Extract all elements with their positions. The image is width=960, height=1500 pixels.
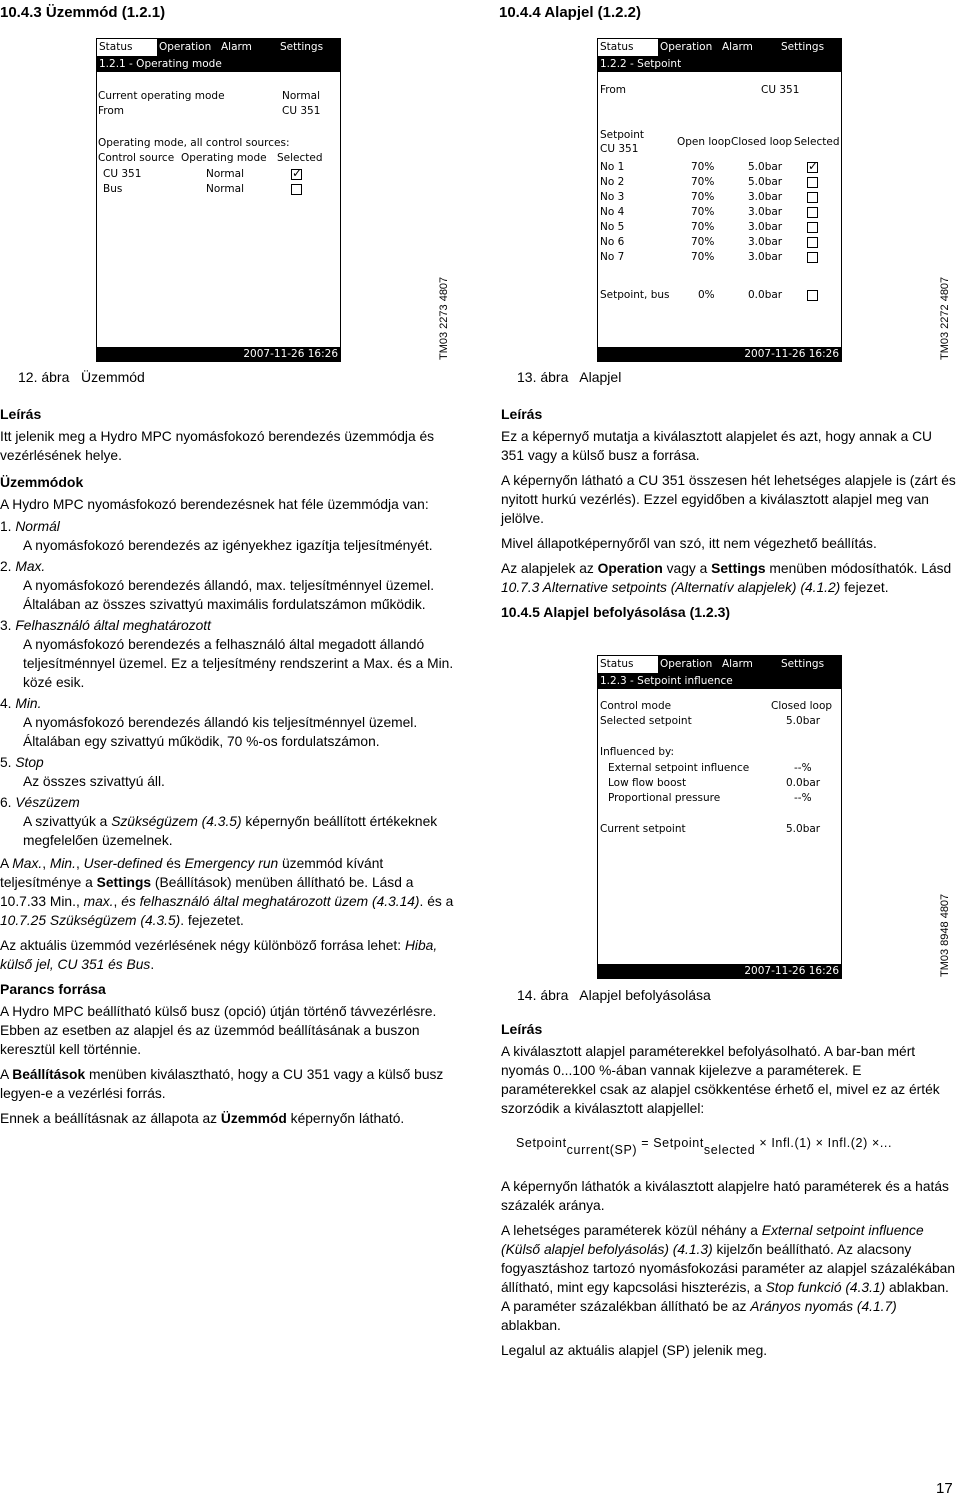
control-mode-label: Control mode: [600, 700, 672, 712]
setpoint-influence-screen: [597, 655, 842, 979]
item-description: A nyomásfokozó berendezés állandó kis teljesítménnyel üzemel. Általában egy szivattyú működik, 70 %-os fordulatszámon.: [23, 715, 418, 749]
col-selected: Selected: [794, 136, 840, 148]
setpoint-screen: [597, 38, 842, 362]
text: Üzemmód: [220, 1111, 287, 1126]
tab-settings[interactable]: Settings: [280, 41, 324, 53]
row-closed-loop: 3.0bar: [748, 191, 783, 203]
text: Settings: [96, 875, 152, 890]
paragraph: [501, 1221, 956, 1335]
text: User-defined: [83, 856, 163, 871]
unselected-checkbox: [807, 192, 818, 203]
text: kijelzőn beállítható. Az alacsony fogyasztáshoz tartozó nyomásfokozási paraméter az alapjel százalékában állítható, mint egy kapcsolási hiszterézis, a: [501, 1242, 956, 1295]
text: Az aktuális üzemmód vezérlésének négy különböző forrása lehet:: [0, 938, 405, 953]
text: ablakban.: [501, 1318, 561, 1333]
row-closed-loop: 3.0bar: [748, 221, 783, 233]
datetime: 2007-11-26 16:26: [744, 348, 839, 360]
row-number: No 2: [600, 176, 625, 188]
screen-title: 1.2.2 - Setpoint: [598, 57, 841, 72]
figure-code: TM03 8948 4807: [939, 893, 951, 977]
row-mode: Normal: [206, 183, 244, 195]
text: Az alapjelek az: [501, 561, 598, 576]
item-title: Vészüzem: [15, 795, 80, 810]
figure-number: 12. ábra: [18, 369, 70, 385]
text: Settings: [711, 561, 766, 576]
current-setpoint-value: 5.0bar: [786, 823, 821, 835]
list-item: [0, 616, 455, 635]
text: .: [150, 957, 155, 972]
text: ablakban. A paraméter százalékban állítható be az: [501, 1280, 949, 1314]
subheading: Leírás: [0, 406, 42, 422]
row-open-loop: 70%: [691, 251, 715, 263]
list-item: [0, 793, 455, 812]
tab-operation[interactable]: Operation: [660, 41, 713, 53]
item-description: A nyomásfokozó berendezés állandó, max. teljesítménnyel üzemel. Általában az összes szivattyú maximális fordulatszámon működik.: [23, 578, 435, 612]
page-number: 17: [936, 1480, 953, 1497]
col-open-loop: Open loop: [677, 136, 731, 148]
item-title: Felhasználó által meghatározott: [15, 618, 211, 633]
text: menüben kiválasztható, hogy a CU 351 vagy a külső busz legyen-e a vezérlési forrás.: [0, 1067, 444, 1101]
col-closed-loop: Closed loop: [731, 136, 793, 148]
row-closed-loop: 3.0bar: [748, 251, 783, 263]
text: . fejezetet.: [180, 913, 244, 928]
text: Stop funkció (4.3.1): [765, 1280, 886, 1295]
text: A lehetséges paraméterek közül néhány a: [501, 1223, 762, 1238]
row-open-loop: 70%: [691, 161, 715, 173]
selected-checkbox: [291, 169, 302, 180]
formula-ellipsis: ...: [879, 1136, 893, 1150]
figure-code: TM03 2272 4807: [939, 276, 951, 360]
bus-setpoint-label: Setpoint, bus: [600, 289, 670, 301]
current-mode-value: Normal: [282, 90, 320, 102]
unselected-checkbox: [807, 237, 818, 248]
tab-status[interactable]: Status: [600, 41, 634, 53]
figure-caption: [517, 369, 621, 385]
text: Ennek a beállításnak az állapota az: [0, 1111, 221, 1126]
text: Emergency run: [184, 856, 279, 871]
paragraph: Mivel állapotképernyőről van szó, itt nem végezhető beállítás.: [501, 536, 877, 551]
paragraph: [0, 854, 455, 930]
row-closed-loop: 3.0bar: [748, 206, 783, 218]
item-number: 5.: [0, 755, 16, 770]
influenced-by-label: Influenced by:: [600, 746, 675, 758]
figure-title: Alapjel befolyásolása: [579, 987, 711, 1003]
tab-status[interactable]: Status: [600, 658, 634, 670]
text: fejezet.: [840, 580, 889, 595]
row-source: Bus: [103, 183, 123, 195]
paragraph: [0, 1065, 455, 1103]
text: Hiba, külső jel, CU 351 és Bus: [0, 938, 438, 972]
from-label: From: [98, 105, 125, 117]
formula-equals: =: [641, 1136, 650, 1150]
left-column: [0, 405, 455, 1128]
paragraph: [0, 1109, 455, 1128]
screen-title: 1.2.1 - Operating mode: [97, 57, 340, 72]
paragraph: A Hydro MPC beállítható külső busz (opció) útján történő távvezérlésre. Ebben az esetben az alapjel és az üzemmód beállításának a buszon keresztül kell történnie.: [0, 1004, 437, 1057]
item-title: Stop: [15, 755, 44, 770]
item-title: Min.: [15, 696, 42, 711]
item-description: A nyomásfokozó berendezés az igényekhez igazítja teljesítményét.: [23, 538, 433, 553]
item-title: Normál: [15, 519, 60, 534]
tab-status[interactable]: Status: [99, 41, 133, 53]
text: Min.: [49, 856, 76, 871]
col-setpoint-source: CU 351: [600, 143, 639, 155]
text: üzemmód kívánt teljesítménye a: [0, 856, 384, 890]
from-value: CU 351: [282, 105, 321, 117]
right-column-bottom: [501, 1020, 956, 1118]
text: ,: [42, 856, 50, 871]
item-title: Max.: [15, 559, 46, 574]
menu-tabs: [598, 39, 841, 57]
status-bar: [598, 347, 841, 361]
tab-alarm[interactable]: Alarm: [722, 658, 753, 670]
row-open-loop: 70%: [691, 176, 715, 188]
figure-number: 13. ábra: [517, 369, 569, 385]
subheading: Üzemmódok: [0, 474, 84, 490]
text: External setpoint influence (Külső alapjel befolyásolás) (4.1.3): [501, 1223, 924, 1257]
tab-alarm[interactable]: Alarm: [221, 41, 252, 53]
text: és: [162, 856, 185, 871]
item-number: 1.: [0, 519, 16, 534]
list-item: [0, 557, 455, 576]
col-operating-mode: Operating mode: [181, 152, 267, 164]
paragraph: A képernyőn látható a CU 351 összesen hét lehetséges alapjele is (zárt és nyitott hurkú vezérlés). Ezzel egyidőben a kiválasztott alapjel meg van jelölve.: [501, 473, 956, 526]
text: Arányos nyomás (4.1.7): [750, 1299, 897, 1314]
row-mode: Normal: [206, 168, 244, 180]
text: 10.7.33 Min.: [0, 894, 76, 909]
col-selected: Selected: [277, 152, 323, 164]
status-bar: [598, 964, 841, 978]
section-heading-right: 10.4.4 Alapjel (1.2.2): [499, 4, 642, 21]
low-flow-boost-label: Low flow boost: [608, 777, 687, 789]
subheading: Parancs forrása: [0, 981, 106, 997]
row-open-loop: 70%: [691, 236, 715, 248]
subheading: Leírás: [501, 1021, 543, 1037]
current-mode-label: Current operating mode: [98, 90, 225, 102]
proportional-pressure-value: --%: [794, 792, 812, 804]
external-influence-value: --%: [794, 762, 812, 774]
setpoint-formula: [516, 1136, 893, 1157]
row-open-loop: 70%: [691, 191, 715, 203]
text: ,: [113, 894, 122, 909]
current-setpoint-label: Current setpoint: [600, 823, 686, 835]
selected-checkbox: [807, 162, 818, 173]
text: ,: [75, 894, 84, 909]
item-description: A nyomásfokozó berendezés a felhasználó által megadott állandó teljesítménnyel üzemel. Ez a teljesítmény rendszerint a Max. és a Min. közé esik.: [23, 637, 454, 690]
tab-operation[interactable]: Operation: [660, 658, 713, 670]
figure-code: TM03 2273 4807: [438, 276, 450, 360]
row-closed-loop: 5.0bar: [748, 176, 783, 188]
text: max.: [83, 894, 114, 909]
formula-subscript: selected: [703, 1143, 756, 1157]
external-influence-label: External setpoint influence: [608, 762, 750, 774]
menu-tabs: [598, 656, 841, 674]
figure-caption: [18, 369, 145, 385]
paragraph: Legalul az aktuális alapjel (SP) jelenik meg.: [501, 1343, 768, 1358]
formula-term: Infl.(2): [827, 1136, 868, 1150]
formula-term: Infl.(1): [771, 1136, 812, 1150]
unselected-checkbox: [807, 252, 818, 263]
right-column-top: [501, 405, 956, 622]
paragraph: A Hydro MPC nyomásfokozó berendezésnek hat féle üzemmódja van:: [0, 497, 429, 512]
figure-title: Üzemmód: [81, 369, 145, 385]
item-number: 6.: [0, 795, 16, 810]
text: Beállítások: [12, 1067, 86, 1082]
selected-setpoint-value: 5.0bar: [786, 715, 821, 727]
figure-caption: [517, 987, 711, 1003]
paragraph: A kiválasztott alapjel paraméterekkel befolyásolható. A bar-ban mért nyomás 0...100 %-ában vannak kijelezve a paraméterek. E paraméterekkel csak az alapjel csökkentése érhető el, mivel ez az érték szorzódik a kiválasztott alapjellel:: [501, 1044, 940, 1116]
formula-term: Setpoint: [653, 1136, 704, 1150]
from-value: CU 351: [761, 84, 800, 96]
item-description: Az összes szivattyú áll.: [23, 774, 165, 789]
item-number: 3.: [0, 618, 16, 633]
paragraph: [0, 936, 455, 974]
figure-title: Alapjel: [579, 369, 622, 385]
row-open-loop: 70%: [691, 221, 715, 233]
proportional-pressure-label: Proportional pressure: [608, 792, 721, 804]
menu-tabs: [97, 39, 340, 57]
operating-mode-screen: [96, 38, 341, 362]
formula-times: ×: [815, 1136, 824, 1150]
bus-open-loop: 0%: [698, 289, 715, 301]
tab-alarm[interactable]: Alarm: [722, 41, 753, 53]
bus-closed-loop: 0.0bar: [748, 289, 783, 301]
col-control-source: Control source: [98, 152, 175, 164]
row-number: No 1: [600, 161, 625, 173]
text: és felhasználó által meghatározott üzem (4.3.14): [121, 894, 420, 909]
datetime: 2007-11-26 16:26: [744, 965, 839, 977]
section-heading-left: 10.4.3 Üzemmód (1.2.1): [0, 4, 166, 21]
from-label: From: [600, 84, 627, 96]
row-number: No 6: [600, 236, 625, 248]
text: menüben módosíthatók. Lásd: [765, 561, 952, 576]
text: A szivattyúk a: [23, 814, 112, 829]
formula-times: ×: [759, 1136, 768, 1150]
screen-title: 1.2.3 - Setpoint influence: [598, 674, 841, 689]
unselected-checkbox: [807, 222, 818, 233]
formula-times: ×: [871, 1136, 880, 1150]
item-number: 2.: [0, 559, 16, 574]
figure-number: 14. ábra: [517, 987, 569, 1003]
tab-settings[interactable]: Settings: [781, 658, 825, 670]
col-setpoint: Setpoint: [600, 129, 645, 141]
subheading: Leírás: [501, 406, 543, 422]
unselected-checkbox: [807, 177, 818, 188]
text: Operation: [597, 561, 663, 576]
paragraph: A képernyőn láthatók a kiválasztott alapjelre ható paraméterek és a hatás százalék aránya.: [501, 1179, 949, 1213]
text: képernyőn látható.: [286, 1111, 405, 1126]
unselected-checkbox: [807, 207, 818, 218]
status-bar: [97, 347, 340, 361]
paragraph: Itt jelenik meg a Hydro MPC nyomásfokozó berendezés üzemmódja és vezérlésének helye.: [0, 429, 435, 463]
text: Max.: [12, 856, 43, 871]
link-text: Szükségüzem (4.3.5): [111, 814, 242, 829]
text: (Beállítások) menüben állítható be. Lásd a: [151, 875, 414, 890]
unselected-checkbox: [291, 184, 302, 195]
tab-operation[interactable]: Operation: [159, 41, 212, 53]
text: . és a: [419, 894, 454, 909]
row-closed-loop: 3.0bar: [748, 236, 783, 248]
row-open-loop: 70%: [691, 206, 715, 218]
item-description: [0, 812, 455, 850]
text: 10.7.25 Szükségüzem (4.3.5): [0, 913, 181, 928]
paragraph: [501, 559, 956, 597]
sources-label: Operating mode, all control sources:: [98, 137, 290, 149]
row-number: No 3: [600, 191, 625, 203]
right-column-final: [501, 1177, 956, 1360]
tab-settings[interactable]: Settings: [781, 41, 825, 53]
list-item: [0, 517, 455, 536]
formula-term: Setpoint: [516, 1136, 567, 1150]
text: vagy a: [662, 561, 712, 576]
paragraph: Ez a képernyő mutatja a kiválasztott alapjelet és azt, hogy annak a CU 351 vagy a külső busz a forrása.: [501, 429, 933, 463]
text: 10.7.3 Alternative setpoints (Alternatív alapjelek) (4.1.2): [501, 580, 841, 595]
text: ,: [75, 856, 84, 871]
selected-setpoint-label: Selected setpoint: [600, 715, 692, 727]
item-number: 4.: [0, 696, 16, 711]
text: A: [0, 1067, 13, 1082]
text: A: [0, 856, 13, 871]
list-item: [0, 694, 455, 713]
section-heading: 10.4.5 Alapjel befolyásolása (1.2.3): [501, 604, 731, 620]
datetime: 2007-11-26 16:26: [243, 348, 338, 360]
row-source: CU 351: [103, 168, 142, 180]
list-item: [0, 753, 455, 772]
control-mode-value: Closed loop: [771, 700, 833, 712]
unselected-checkbox: [807, 290, 818, 301]
row-number: No 4: [600, 206, 625, 218]
row-closed-loop: 5.0bar: [748, 161, 783, 173]
formula-subscript: current(SP): [566, 1143, 638, 1157]
text: képernyőn beállított értékeknek megfelelően üzemelnek.: [23, 814, 438, 848]
row-number: No 5: [600, 221, 625, 233]
row-number: No 7: [600, 251, 625, 263]
low-flow-boost-value: 0.0bar: [786, 777, 821, 789]
